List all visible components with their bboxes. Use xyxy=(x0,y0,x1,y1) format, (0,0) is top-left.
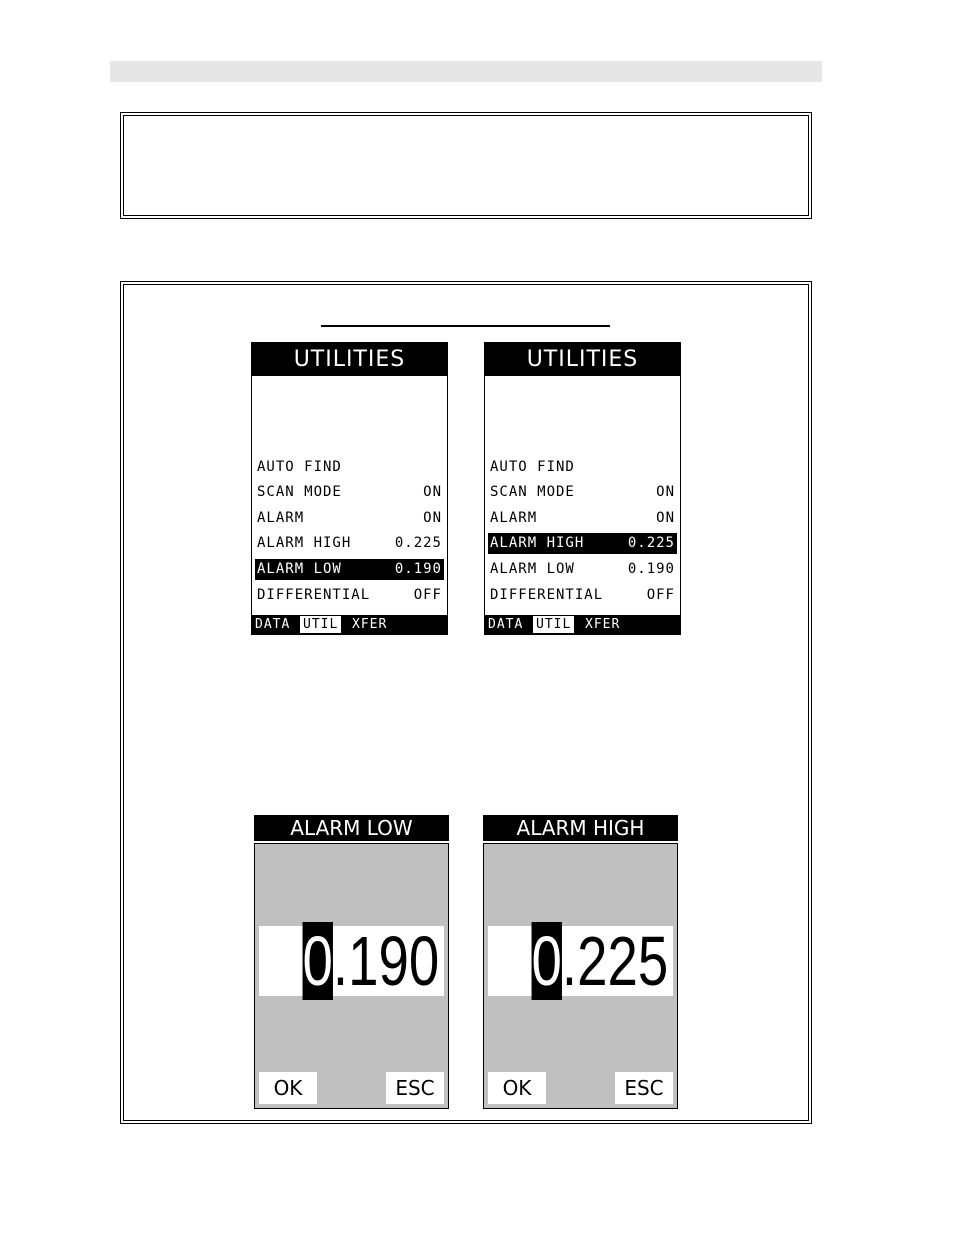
digit-cursor[interactable]: 0 xyxy=(302,922,333,1000)
menu-item-value: ON xyxy=(656,510,675,526)
menu-item-scan-mode[interactable] xyxy=(488,482,677,503)
header-bar xyxy=(110,61,822,82)
alarm-high-screen xyxy=(483,843,678,1109)
alarm-high-title: ALARM HIGH xyxy=(483,815,678,841)
menu-item-alarm-low[interactable] xyxy=(255,559,444,580)
menu-item-auto-find[interactable] xyxy=(255,457,444,478)
alarm-high-value xyxy=(531,922,668,1000)
value-digits: .225 xyxy=(561,922,668,1000)
ok-button[interactable]: OK xyxy=(488,1072,546,1104)
tab-data[interactable]: DATA xyxy=(255,617,291,632)
menu-item-label: ALARM xyxy=(490,510,538,526)
menu-item-label: ALARM xyxy=(257,510,305,526)
menu-item-value: ON xyxy=(656,484,675,500)
menu-item-label: ALARM HIGH xyxy=(490,535,585,551)
tab-util[interactable]: UTIL xyxy=(533,616,574,633)
ok-button[interactable]: OK xyxy=(259,1072,317,1104)
tab-data[interactable]: DATA xyxy=(488,617,524,632)
value-editor[interactable] xyxy=(259,922,444,1000)
tab-bar xyxy=(485,615,680,634)
menu-item-label: AUTO FIND xyxy=(490,459,575,475)
menu-item-differential[interactable] xyxy=(488,585,677,606)
menu-item-differential[interactable] xyxy=(255,585,444,606)
alarm-low-screen xyxy=(254,843,449,1109)
menu-item-label: SCAN MODE xyxy=(257,484,342,500)
menu-item-alarm-low[interactable] xyxy=(488,559,677,580)
menu-item-label: ALARM HIGH xyxy=(257,535,352,551)
digit-cursor[interactable]: 0 xyxy=(531,922,562,1000)
caption-underline xyxy=(321,325,610,327)
menu-item-alarm-high[interactable] xyxy=(255,533,444,554)
menu-item-label: SCAN MODE xyxy=(490,484,575,500)
menu-item-alarm-high[interactable] xyxy=(488,533,677,554)
utilities-screen-alarm-high-selected xyxy=(484,342,681,635)
screen-title: UTILITIES xyxy=(252,343,447,376)
menu-item-value: 0.190 xyxy=(627,561,675,577)
menu-item-label: ALARM LOW xyxy=(490,561,575,577)
menu-item-value: 0.225 xyxy=(394,535,442,551)
menu-item-value: 0.190 xyxy=(394,561,442,577)
menu-item-label: ALARM LOW xyxy=(257,561,342,577)
menu-item-label: DIFFERENTIAL xyxy=(257,587,371,603)
esc-button[interactable]: ESC xyxy=(615,1072,673,1104)
esc-button[interactable]: ESC xyxy=(386,1072,444,1104)
menu-item-scan-mode[interactable] xyxy=(255,482,444,503)
tab-xfer[interactable]: XFER xyxy=(585,617,621,632)
menu-item-alarm[interactable] xyxy=(488,508,677,529)
value-editor[interactable] xyxy=(488,922,673,1000)
screen-title: UTILITIES xyxy=(485,343,680,376)
alarm-low-title: ALARM LOW xyxy=(254,815,449,841)
menu-item-value: OFF xyxy=(646,587,675,603)
figure-box xyxy=(120,281,812,1124)
tab-util[interactable]: UTIL xyxy=(300,616,341,633)
utilities-screen-alarm-low-selected xyxy=(251,342,448,635)
menu-item-value: 0.225 xyxy=(627,535,675,551)
menu-item-value: ON xyxy=(423,510,442,526)
menu-item-label: DIFFERENTIAL xyxy=(490,587,604,603)
menu-item-label: AUTO FIND xyxy=(257,459,342,475)
note-box xyxy=(120,112,812,219)
menu-item-value: OFF xyxy=(413,587,442,603)
tab-xfer[interactable]: XFER xyxy=(352,617,388,632)
tab-bar xyxy=(252,615,447,634)
value-digits: .190 xyxy=(332,922,439,1000)
menu-item-value: ON xyxy=(423,484,442,500)
menu-item-alarm[interactable] xyxy=(255,508,444,529)
alarm-low-value xyxy=(302,922,439,1000)
menu-item-auto-find[interactable] xyxy=(488,457,677,478)
